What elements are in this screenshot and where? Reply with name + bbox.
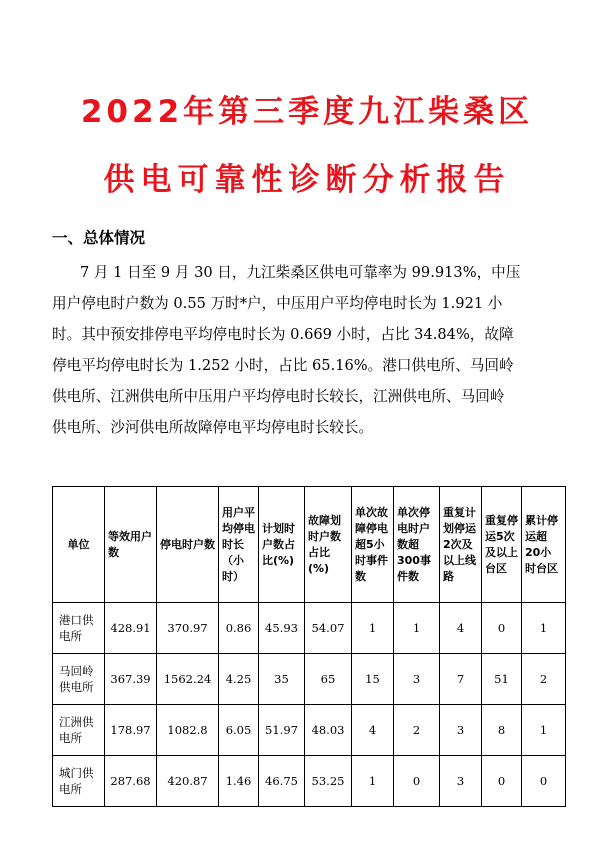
cell: 3	[440, 705, 482, 756]
cell: 4	[440, 603, 482, 654]
column-header-outage-user-hours: 停电时户数	[157, 487, 219, 603]
report-title-line1: 2022年第三季度九江柴桑区	[80, 94, 534, 130]
column-header-fault-over-5h: 单次故障停电超5小时事件数	[352, 487, 394, 603]
paragraph-line: 用户停电时户数为 0.55 万时*户，中压用户平均停电时长为 1.921 小	[52, 295, 503, 312]
cell: 420.87	[157, 756, 219, 807]
cell: 1562.24	[157, 654, 219, 705]
cell: 1.46	[219, 756, 259, 807]
cell: 51.97	[259, 705, 305, 756]
column-header-unit: 单位	[53, 487, 105, 603]
cell: 15	[352, 654, 394, 705]
cell: 4	[352, 705, 394, 756]
cell-unit: 马回岭供电所	[53, 654, 105, 705]
cell-unit: 城门供电所	[53, 756, 105, 807]
paragraph-line: 时。其中预安排停电平均停电时长为 0.669 小时，占比 34.84%，故障	[52, 326, 514, 343]
cell: 1	[352, 756, 394, 807]
cell: 4.25	[219, 654, 259, 705]
cell: 0	[522, 756, 566, 807]
cell: 0	[482, 603, 522, 654]
paragraph-line: 供电所、沙河供电所故障停电平均停电时长较长。	[52, 419, 374, 436]
paragraph-line: 停电平均停电时长为 1.252 小时，占比 65.16%。港口供电所、马回岭	[52, 357, 514, 374]
cell: 2	[522, 654, 566, 705]
paragraph-line: 供电所、江洲供电所中压用户平均停电时长较长，江洲供电所、马回岭	[52, 388, 505, 405]
cell: 370.97	[157, 603, 219, 654]
cell: 65	[305, 654, 352, 705]
cell: 53.25	[305, 756, 352, 807]
cell: 51	[482, 654, 522, 705]
cell: 428.91	[105, 603, 157, 654]
cell: 1	[522, 603, 566, 654]
cell: 48.03	[305, 705, 352, 756]
table-row	[53, 756, 566, 807]
column-header-repeat-planned-lines: 重复计划停运2次及以上线路	[440, 487, 482, 603]
cell: 367.39	[105, 654, 157, 705]
cell: 3	[440, 756, 482, 807]
column-header-avg-outage-duration: 用户平均停电时长（小时）	[219, 487, 259, 603]
cell-unit: 港口供电所	[53, 603, 105, 654]
cell-unit: 江洲供电所	[53, 705, 105, 756]
overview-paragraph	[52, 257, 574, 443]
cell: 45.93	[259, 603, 305, 654]
table-row	[53, 603, 566, 654]
cell: 0	[394, 756, 440, 807]
cell: 35	[259, 654, 305, 705]
cell: 0.86	[219, 603, 259, 654]
reliability-table	[52, 486, 566, 807]
cell: 46.75	[259, 756, 305, 807]
cell: 1	[522, 705, 566, 756]
cell: 7	[440, 654, 482, 705]
cell: 0	[482, 756, 522, 807]
paragraph-line: 7 月 1 日至 9 月 30 日，九江柴桑区供电可靠率为 99.913%，中压	[80, 264, 521, 281]
column-header-fault-share: 故障划时户数占比(%)	[305, 487, 352, 603]
column-header-outage-over-300: 单次停电时户数超300事件数	[394, 487, 440, 603]
cell: 8	[482, 705, 522, 756]
cell: 3	[394, 654, 440, 705]
cell: 2	[394, 705, 440, 756]
column-header-planned-share: 计划时户数占比(%)	[259, 487, 305, 603]
cell: 1	[352, 603, 394, 654]
report-title-line2: 供电可靠性诊断分析报告	[103, 162, 511, 198]
column-header-equivalent-users: 等效用户数	[105, 487, 157, 603]
table-header-row	[53, 487, 566, 603]
column-header-repeat-outage-areas: 重复停运5次及以上台区	[482, 487, 522, 603]
cell: 287.68	[105, 756, 157, 807]
cell: 1082.8	[157, 705, 219, 756]
cell: 178.97	[105, 705, 157, 756]
section-heading-overview: 一、总体情况	[52, 229, 146, 247]
cell: 6.05	[219, 705, 259, 756]
column-header-cumulative-over-20h: 累计停运超20小时台区	[522, 487, 566, 603]
cell: 54.07	[305, 603, 352, 654]
table-row	[53, 705, 566, 756]
cell: 1	[394, 603, 440, 654]
table-row	[53, 654, 566, 705]
